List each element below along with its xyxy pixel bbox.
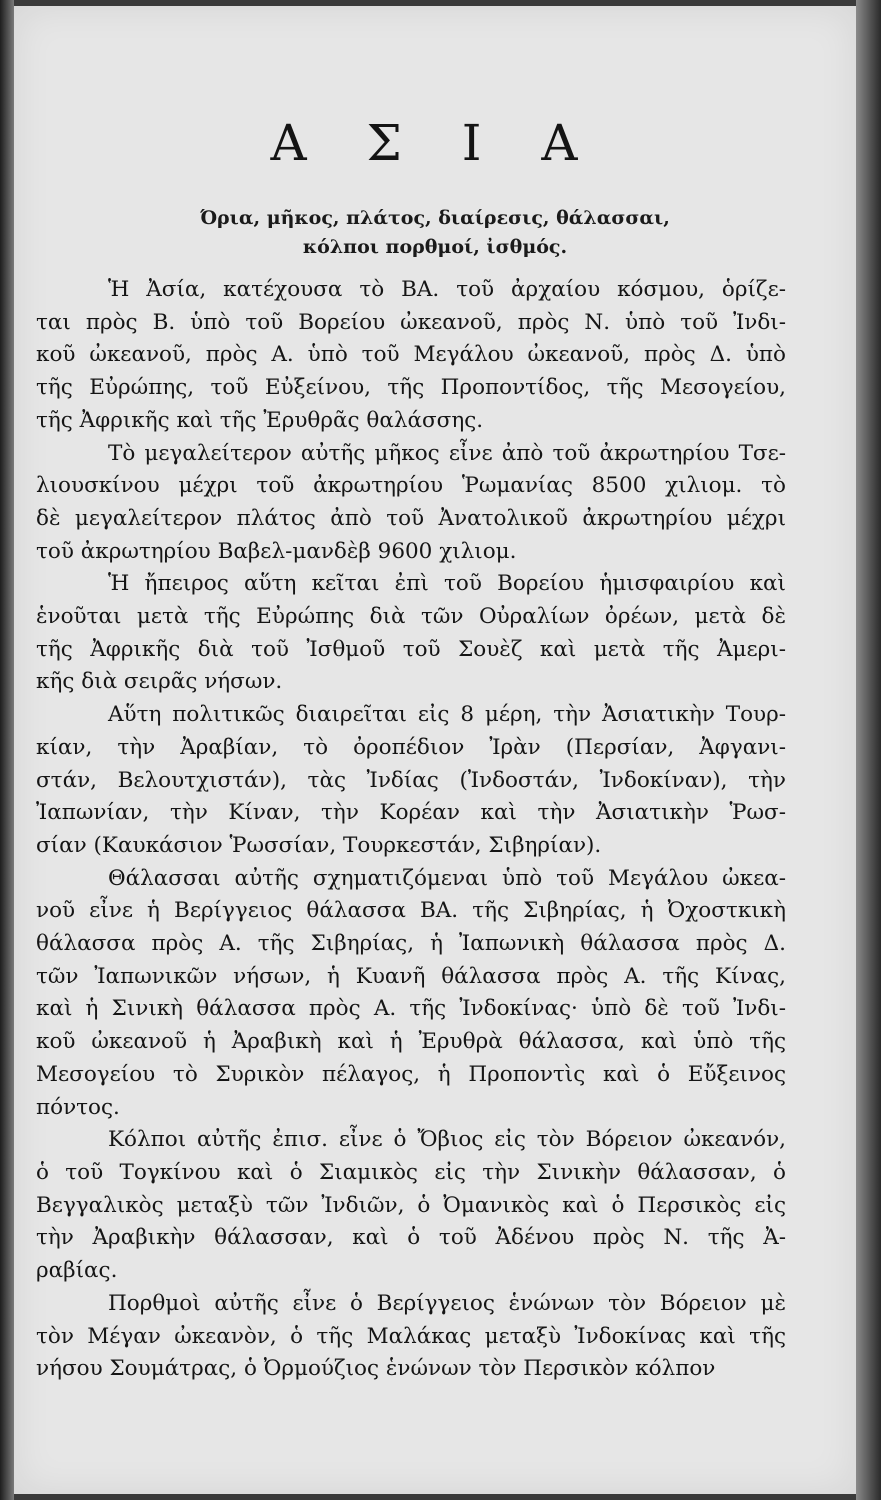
text-line: ἑνοῦται μετὰ τῆς Εὐρώπης διὰ τῶν Οὐραλίων ὀρέων, μετὰ δὲ <box>36 604 786 630</box>
text-line: λιουσκίνου μέχρι τοῦ ἀκρωτηρίου Ῥωμανίας 8500 χιλιομ. τὸ <box>36 473 786 499</box>
text-line: Πορθμοὶ αὐτῆς εἶνε ὁ Βερίγγειος ἑνώνων τὸν Βόρειον μὲ <box>108 1290 786 1316</box>
text-line: Ἡ ἤπειρος αὕτη κεῖται ἐπὶ τοῦ Βορείου ἡμισφαιρίου καὶ <box>108 571 786 597</box>
paragraph <box>36 1288 786 1386</box>
text-line: Μεσογείου τὸ Συρικὸν πέλαγος, ἡ Προποντὶς καὶ ὁ Εὔξεινος <box>36 1061 786 1087</box>
text-line: Θάλασσαι αὐτῆς σχηματιζόμεναι ὑπὸ τοῦ Μεγάλου ὠκεα- <box>108 865 786 891</box>
page-title: Α Σ Ι Α <box>270 114 600 172</box>
text-line: Τὸ μεγαλείτερον αὐτῆς μῆκος εἶνε ἀπὸ τοῦ ἀκρωτηρίου Τσε- <box>108 440 786 466</box>
text-line: Ἰαπωνίαν, τὴν Κίναν, τὴν Κορέαν καὶ τὴν Ἀσιατικὴν Ῥωσ- <box>36 800 786 826</box>
text-line: ται πρὸς Β. ὑπὸ τοῦ Βορείου ὠκεανοῦ, πρὸς Ν. ὑπὸ τοῦ Ἰνδι- <box>36 309 786 335</box>
paragraph <box>36 274 786 438</box>
text-line: Αὕτη πολιτικῶς διαιρεῖται εἰς 8 μέρη, τὴν Ἀσιατικὴν Τουρ- <box>108 702 786 728</box>
paragraph <box>36 438 786 569</box>
subtitle-line: Όρια, μῆκος, πλάτος, διαίρεσις, θάλασσαι, <box>200 207 670 229</box>
text-line: πόντος. <box>36 1094 120 1120</box>
paragraph <box>36 1124 786 1288</box>
book-page <box>14 6 856 1494</box>
paragraph <box>36 699 786 863</box>
page-right-edge <box>856 0 881 1500</box>
text-line: ὁ τοῦ Τογκίνου καὶ ὁ Σιαμικὸς εἰς τὴν Σινικὴν θάλασσαν, ὁ <box>36 1159 786 1185</box>
text-line: τῶν Ἰαπωνικῶν νήσων, ἡ Κυανῆ θάλασσα πρὸς Α. τῆς Κίνας, <box>36 963 786 989</box>
text-line: τοῦ ἀκρωτηρίου Βαβελ-μανδὲβ 9600 χιλιομ. <box>36 538 517 564</box>
text-line: καὶ ἡ Σινικὴ θάλασσα πρὸς Α. τῆς Ἰνδοκίνας· ὑπὸ δὲ τοῦ Ἰνδι- <box>36 996 786 1022</box>
text-line: δὲ μεγαλείτερον πλάτος ἀπὸ τοῦ Ἀνατολικοῦ ἀκρωτηρίου μέχρι <box>36 505 786 531</box>
text-line: κοῦ ὠκεανοῦ ἡ Ἀραβικὴ καὶ ἡ Ἐρυθρὰ θάλασσα, καὶ ὑπὸ τῆς <box>36 1029 786 1055</box>
section-subtitle <box>74 204 796 262</box>
body-text <box>36 274 786 1386</box>
text-line: νήσου Σουμάτρας, ὁ Ὀρμούζιος ἑνώνων τὸν Περσικὸν κόλπον <box>36 1356 716 1382</box>
text-line: Ἡ Ἀσία, κατέχουσα τὸ ΒΑ. τοῦ ἀρχαίου κόσμου, ὁρίζε- <box>108 277 786 302</box>
text-line: Κόλποι αὐτῆς ἐπισ. εἶνε ὁ Ὄβιος εἰς τὸν Βόρειον ὠκεανόν, <box>108 1127 786 1153</box>
text-line: νοῦ εἶνε ἡ Βερίγγειος θάλασσα ΒΑ. τῆς Σιβηρίας, ἡ Ὀχοστκικὴ <box>36 898 786 924</box>
subtitle-line: κόλποι πορθμοί, ἰσθμός. <box>302 236 568 258</box>
text-line: τῆς Ἀφρικῆς διὰ τοῦ Ἰσθμοῦ τοῦ Σουὲζ καὶ μετὰ τῆς Ἀμερι- <box>36 636 786 662</box>
paragraph <box>36 568 786 699</box>
text-line: τῆς Ἀφρικῆς καὶ τῆς Ἐρυθρᾶς θαλάσσης. <box>36 407 484 433</box>
text-line: τὸν Μέγαν ὠκεανὸν, ὁ τῆς Μαλάκας μεταξὺ Ἰνδοκίνας καὶ τῆς <box>36 1323 786 1349</box>
text-line: κῆς διὰ σειρᾶς νήσων. <box>36 669 283 695</box>
text-line: σίαν (Καυκάσιον Ῥωσσίαν, Τουρκεστάν, Σιβηρίαν). <box>36 832 602 858</box>
page-left-edge <box>0 0 14 1500</box>
text-line: τὴν Ἀραβικὴν θάλασσαν, καὶ ὁ τοῦ Ἀδένου πρὸς Ν. τῆς Ἀ- <box>36 1225 786 1251</box>
text-line: Βεγγαλικὸς μεταξὺ τῶν Ἰνδιῶν, ὁ Ὀμανικὸς καὶ ὁ Περσικὸς εἰς <box>36 1192 786 1218</box>
text-line: ραβίας. <box>36 1258 118 1284</box>
text-line: θάλασσα πρὸς Α. τῆς Σιβηρίας, ἡ Ἰαπωνικὴ θάλασσα πρὸς Δ. <box>36 931 786 957</box>
text-line: τῆς Εὐρώπης, τοῦ Εὐξείνου, τῆς Προποντίδος, τῆς Μεσογείου, <box>36 375 786 401</box>
text-line: κίαν, τὴν Ἀραβίαν, τὸ ὀροπέδιον Ἰρὰν (Περσίαν, Ἀφγανι- <box>36 734 786 760</box>
text-line: στάν, Βελουτχιστάν), τὰς Ἰνδίας (Ἰνδοστάν, Ἰνδοκίναν), τὴν <box>36 767 786 793</box>
paragraph <box>36 863 786 1125</box>
text-line: κοῦ ὠκεανοῦ, πρὸς Α. ὑπὸ τοῦ Μεγάλου ὠκεανοῦ, πρὸς Δ. ὑπὸ <box>36 342 786 368</box>
